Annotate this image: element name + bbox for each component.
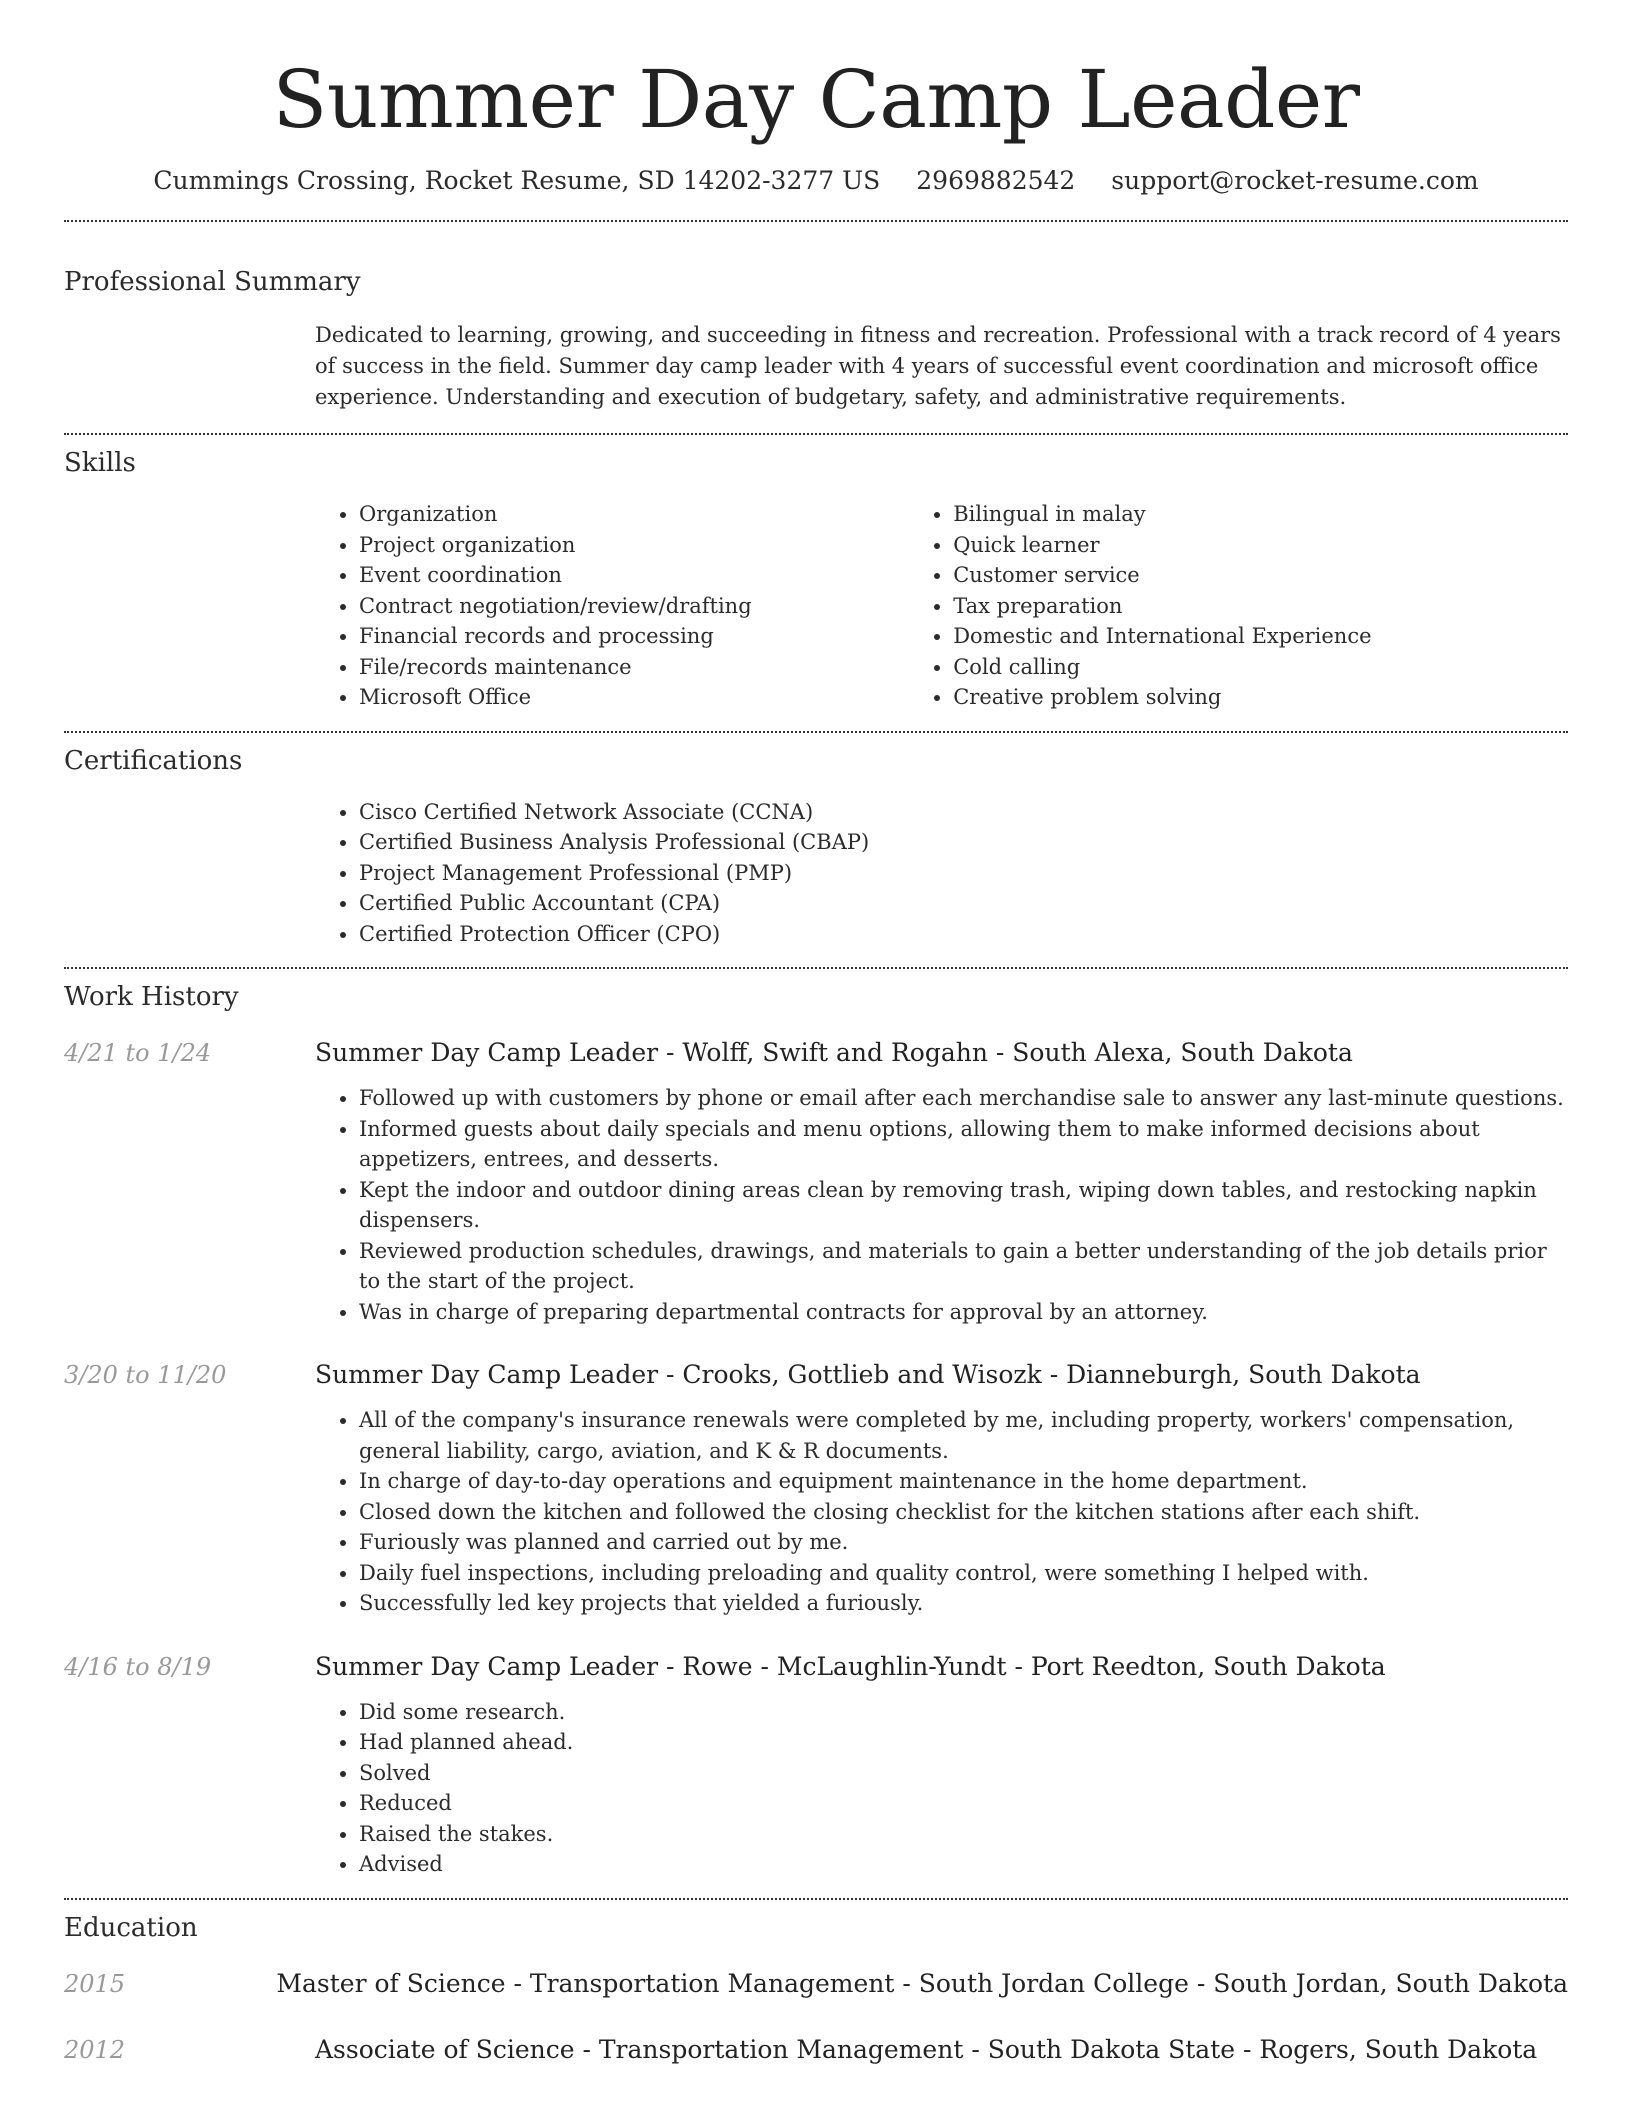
- education-section: [64, 1910, 1568, 2068]
- summary-content: [315, 320, 1568, 413]
- contact-email: support@rocket-resume.com: [1111, 166, 1479, 195]
- job-entry: [64, 1357, 1568, 1619]
- job-header: [64, 1357, 1568, 1393]
- job-bullet: • Informed guests about daily specials and menu options, allowing them to make informed decisions about appetizers, entrees, and desserts.: [359, 1114, 1568, 1175]
- skill-item: • Tax preparation: [953, 591, 1568, 622]
- work-heading: Work History: [64, 982, 239, 1012]
- job-header: [64, 1035, 1568, 1071]
- job-entry: [64, 1035, 1568, 1327]
- certifications-content: [315, 797, 1568, 950]
- job-title: Summer Day Camp Leader - Rowe - McLaughlin-Yundt - Port Reedton, South Dakota: [315, 1651, 1386, 1681]
- job-date: 4/21 to 1/24: [64, 1039, 212, 1067]
- skill-item: • Contract negotiation/review/drafting: [359, 591, 909, 622]
- skill-item: • Event coordination: [359, 560, 909, 591]
- certifications-heading: Certifications: [64, 745, 243, 776]
- skills-content: [315, 499, 1568, 713]
- certification-item: • Certified Public Accountant (CPA): [359, 888, 1568, 919]
- certifications-list: [315, 797, 1568, 950]
- skill-item: • Microsoft Office: [359, 682, 909, 713]
- job-bullet: • Solved: [359, 1758, 1568, 1789]
- job-entry: [64, 1649, 1568, 1880]
- section-divider: [64, 731, 1568, 733]
- job-date: 3/20 to 11/20: [64, 1361, 227, 1389]
- job-bullet: • Reduced: [359, 1788, 1568, 1819]
- skill-item: • Cold calling: [953, 652, 1568, 683]
- work-section: [64, 979, 1568, 1880]
- job-bullet: • Closed down the kitchen and followed the closing checklist for the kitchen stations after each shift.: [359, 1497, 1568, 1528]
- education-date: 2015: [64, 1969, 126, 1998]
- skill-item: • Domestic and International Experience: [953, 621, 1568, 652]
- job-bullet: • In charge of day-to-day operations and equipment maintenance in the home department.: [359, 1466, 1568, 1497]
- contact-address: Cummings Crossing, Rocket Resume, SD 14202-3277 US: [153, 166, 881, 195]
- section-divider: [64, 967, 1568, 969]
- skill-item: • Quick learner: [953, 530, 1568, 561]
- resume-page: [64, 0, 1568, 2068]
- skills-section: [64, 445, 1568, 713]
- job-bullet: • Raised the stakes.: [359, 1819, 1568, 1850]
- job-bullets: [315, 1697, 1568, 1880]
- certifications-section: [64, 743, 1568, 950]
- job-date: 4/16 to 8/19: [64, 1652, 212, 1681]
- education-heading: Education: [64, 1912, 198, 1943]
- skill-item: • Financial records and processing: [359, 621, 909, 652]
- job-bullet: • Was in charge of preparing departmental contracts for approval by an attorney.: [359, 1297, 1568, 1328]
- summary-section: [64, 264, 1568, 413]
- summary-heading: Professional Summary: [64, 267, 361, 297]
- section-divider: [64, 433, 1568, 435]
- job-bullet: • Reviewed production schedules, drawings, and materials to gain a better understanding of the job details prior to the start of the project.: [359, 1236, 1568, 1297]
- education-entry: [64, 2032, 1568, 2068]
- section-divider: [64, 220, 1568, 222]
- certification-item: • Certified Protection Officer (CPO): [359, 919, 1568, 950]
- job-bullet: • Successfully led key projects that yielded a furiously.: [359, 1588, 1568, 1619]
- skills-heading: Skills: [64, 448, 136, 478]
- certification-item: • Certified Business Analysis Professional (CBAP): [359, 827, 1568, 858]
- education-entry: [64, 1966, 1568, 2002]
- job-title: Summer Day Camp Leader - Wolff, Swift and Rogahn - South Alexa, South Dakota: [315, 1038, 1353, 1067]
- job-bullet: • Advised: [359, 1849, 1568, 1880]
- certification-item: • Project Management Professional (PMP): [359, 858, 1568, 889]
- skill-item: • Creative problem solving: [953, 682, 1568, 713]
- job-header: [64, 1649, 1568, 1685]
- job-bullets: [315, 1083, 1568, 1327]
- job-bullet: • All of the company's insurance renewals were completed by me, including property, workers' compensation, general liability, cargo, aviation, and K & R documents.: [359, 1405, 1568, 1466]
- skills-list-right: [909, 499, 1568, 713]
- education-date: 2012: [64, 2035, 126, 2064]
- skill-item: • Customer service: [953, 560, 1568, 591]
- skill-item: • Project organization: [359, 530, 909, 561]
- education-title: Master of Science - Transportation Management - South Jordan College - South Jordan, South Dakota: [276, 1968, 1568, 1998]
- summary-text: Dedicated to learning, growing, and succeeding in fitness and recreation. Professional with a track record of 4 years of success in the field. Summer day camp leader with 4 years of successful event coordination and microsoft office experience. Understanding and execution of budgetary, safety, and administrative requirements.: [315, 323, 1561, 409]
- job-bullet: • Did some research.: [359, 1697, 1568, 1728]
- certification-item: • Cisco Certified Network Associate (CCNA): [359, 797, 1568, 828]
- resume-name: Summer Day Camp Leader: [272, 53, 1360, 146]
- section-divider: [64, 1898, 1568, 1900]
- skills-list-left: [315, 499, 909, 713]
- skill-item: • Bilingual in malay: [953, 499, 1568, 530]
- job-bullet: • Had planned ahead.: [359, 1727, 1568, 1758]
- job-bullet: • Followed up with customers by phone or email after each merchandise sale to answer any last-minute questions.: [359, 1083, 1568, 1114]
- contact-phone: 2969882542: [916, 166, 1076, 195]
- skill-item: • Organization: [359, 499, 909, 530]
- job-bullets: [315, 1405, 1568, 1619]
- skill-item: • File/records maintenance: [359, 652, 909, 683]
- contact-line: [64, 164, 1568, 198]
- job-title: Summer Day Camp Leader - Crooks, Gottlieb and Wisozk - Dianneburgh, South Dakota: [315, 1360, 1421, 1389]
- education-title: Associate of Science - Transportation Management - South Dakota State - Rogers, South Dakota: [315, 2034, 1538, 2064]
- job-bullet: • Furiously was planned and carried out by me.: [359, 1527, 1568, 1558]
- job-bullet: • Kept the indoor and outdoor dining areas clean by removing trash, wiping down tables, and restocking napkin dispensers.: [359, 1175, 1568, 1236]
- job-bullet: • Daily fuel inspections, including preloading and quality control, were something I helped with.: [359, 1558, 1568, 1589]
